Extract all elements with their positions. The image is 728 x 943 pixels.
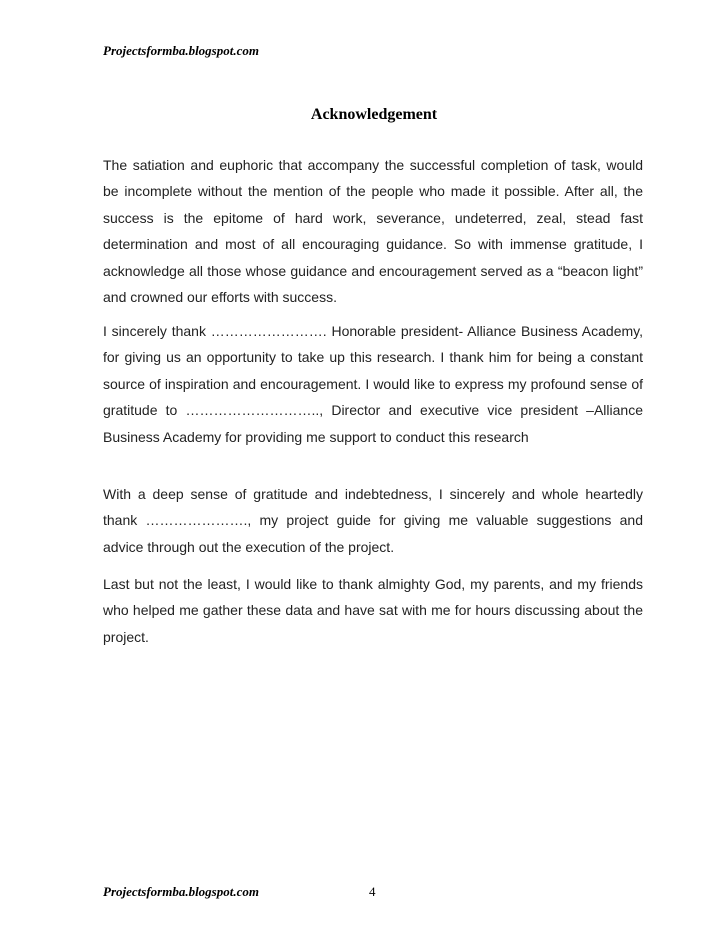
page-number: 4 (369, 884, 376, 899)
page-title: Acknowledgement (310, 106, 438, 123)
header-site-name: Projectsformba.blogspot.com (103, 43, 259, 58)
paragraph-guide-thanks: With a deep sense of gratitude and indebtedness, I sincerely and whole heartedly thank …………………., my project guide for giving me valuable suggestions and advice through out the execution of the project. (103, 486, 643, 555)
paragraph-intro: The satiation and euphoric that accompany the successful completion of task, would be incomplete without the mention of the people who made it possible. After all, the success is the epitome of hard work, severance, undeterred, zeal, stead fast determination and most of all encouraging guidance. So with immense gratitude, I acknowledge all those whose guidance and encouragement served as a “beacon light” and crowned our efforts with success. (103, 157, 643, 306)
footer-site-name: Projectsformba.blogspot.com (103, 884, 259, 899)
paragraph-president-thanks: I sincerely thank ……………………. Honorable president- Alliance Business Academy, for giving us an opportunity to take up this research. I thank him for being a constant source of inspiration and encouragement. I would like to express my profound sense of gratitude to ……………………….., Director and executive vice president –Alliance Business Academy for providing me support to conduct this research (103, 323, 643, 445)
paragraph-closing: Last but not the least, I would like to thank almighty God, my parents, and my friends who helped me gather these data and have sat with me for hours discussing about the project. (103, 576, 643, 645)
